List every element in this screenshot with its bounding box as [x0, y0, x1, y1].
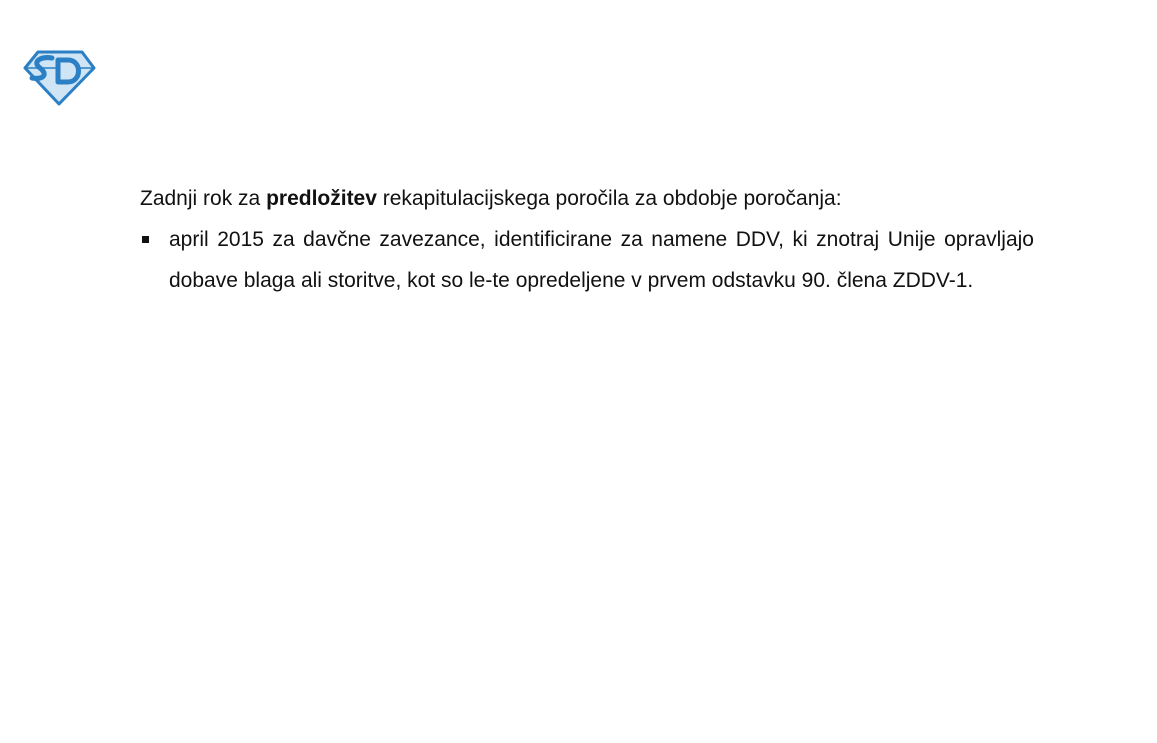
list-item — [140, 219, 1034, 301]
company-logo — [22, 48, 96, 106]
square-bullet-icon — [142, 236, 149, 243]
intro-text-start: Zadnji rok za — [140, 187, 267, 210]
intro-bold-term: predložitev — [266, 187, 377, 210]
intro-text-end: rekapitulacijskega poročila za obdobje poročanja: — [376, 187, 842, 210]
intro-paragraph — [140, 178, 1034, 219]
bullet-text: april 2015 za davčne zavezance, identificirane za namene DDV, ki znotraj Unije opravljajo dobave blaga ali storitve, kot so le-te opredeljene v prvem odstavku 90. člena ZDDV-1. — [169, 228, 1034, 292]
bullet-list — [140, 219, 1034, 301]
document-body — [140, 178, 1034, 301]
